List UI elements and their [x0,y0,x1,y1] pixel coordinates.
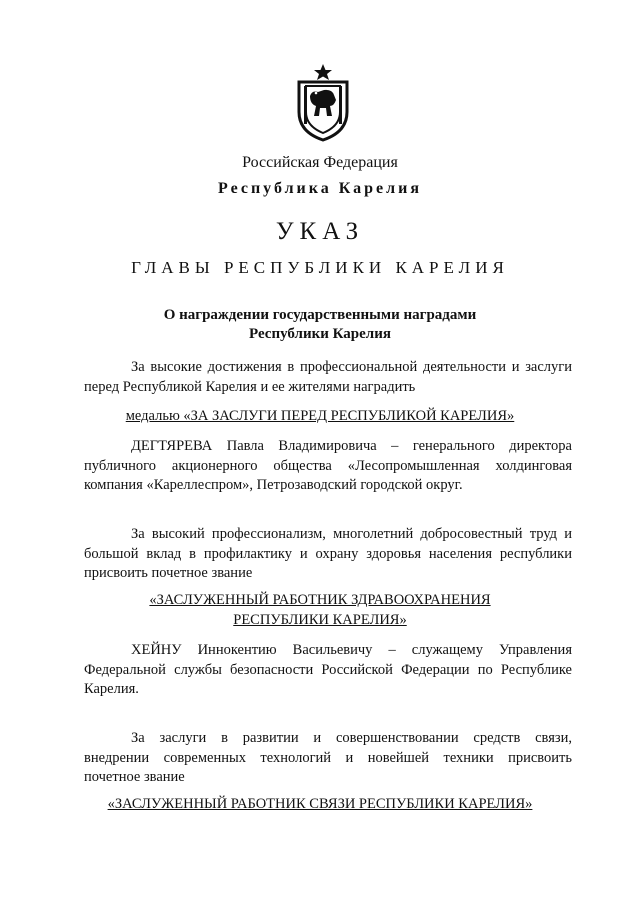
subject-line-1: О награждении государственными наградами [163,307,477,323]
issuer-line: ГЛАВЫ РЕСПУБЛИКИ КАРЕЛИЯ [131,258,509,277]
paragraph-line: Федеральной службы безопасности Российской Федерации по Республике [84,661,572,678]
paragraph-line: ХЕЙНУ Иннокентию Васильевичу – служащему Управления [131,642,572,658]
karelia-coat-of-arms-icon [294,62,352,142]
federation-line: Российская Федерация [242,154,398,171]
award-title-line-2: РЕСПУБЛИКИ КАРЕЛИЯ» [233,611,407,628]
award-title: медалью «ЗА ЗАСЛУГИ ПЕРЕД РЕСПУБЛИКОЙ КАРЕЛИЯ» [125,408,515,424]
section-1-award [0,407,640,427]
paragraph-line: компания «Кареллеспром», Петрозаводский городской округ. [84,477,463,493]
section-2-intro [84,525,572,584]
award-title: «ЗАСЛУЖЕННЫЙ РАБОТНИК СВЯЗИ РЕСПУБЛИКИ КАРЕЛИЯ» [107,796,533,812]
subject-line-2: Республики Карелия [249,326,391,342]
paragraph-line: внедрении современных технологий и новейшей техники присвоить [84,749,572,766]
paragraph-line: Карелия. [84,681,139,697]
decree-subject [0,306,640,344]
paragraph-line: За заслуги в развитии и совершенствовании средств связи, [131,730,572,746]
document-type: УКАЗ [275,218,365,245]
section-1-recipient [84,437,572,496]
paragraph-line: почетное звание [84,769,185,785]
paragraph-line: ДЕГТЯРЕВА Павла Владимировича – генерального директора [131,438,572,454]
section-3-intro [84,729,572,788]
paragraph-line: большой вклад в профилактику и охрану здоровья населения республики [84,545,572,562]
republic-line: Республика Карелия [218,180,422,197]
paragraph-line: присвоить почетное звание [84,565,253,581]
paragraph-line: публичного акционерного общества «Лесопромышленная холдинговая [84,457,572,474]
section-2-recipient [84,641,572,700]
paragraph-line: За высокие достижения в профессиональной деятельности и заслуги [131,359,572,375]
section-3-award [0,795,640,815]
section-1-intro [84,358,572,397]
section-2-award [0,591,640,630]
award-title-line-1: «ЗАСЛУЖЕННЫЙ РАБОТНИК ЗДРАВООХРАНЕНИЯ [149,592,491,608]
paragraph-line: перед Республикой Карелия и ее жителями наградить [84,378,416,395]
paragraph-line: За высокий профессионализм, многолетний добросовестный труд и [131,526,572,542]
